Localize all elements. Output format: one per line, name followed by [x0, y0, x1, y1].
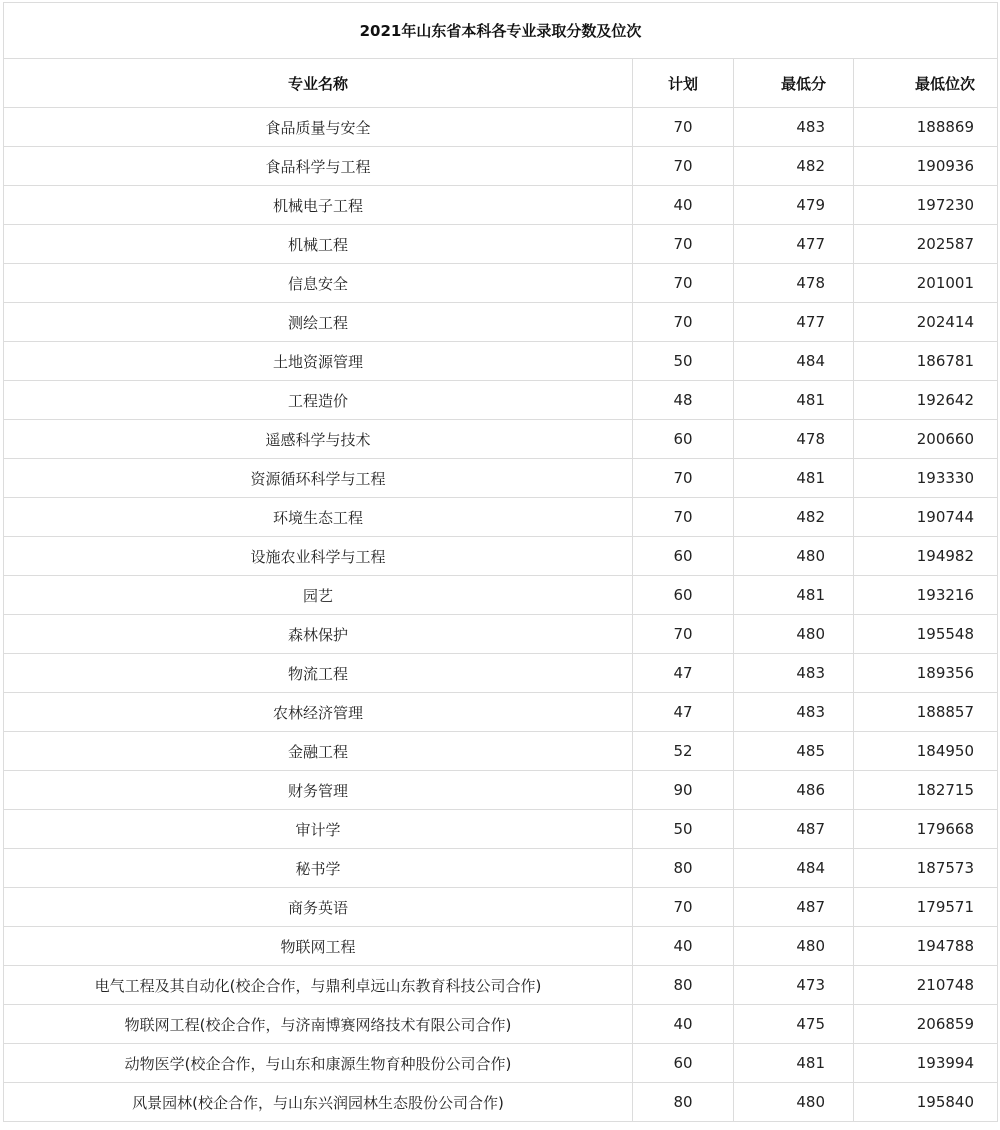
cell-min-rank: 182715: [854, 771, 998, 810]
cell-min-rank: 195548: [854, 615, 998, 654]
table-row: [4, 1083, 998, 1122]
cell-major-name: 信息安全: [4, 264, 633, 303]
cell-plan: 70: [633, 459, 734, 498]
admission-table: [3, 2, 998, 1122]
cell-min-rank: 188857: [854, 693, 998, 732]
cell-major-name: 风景园林(校企合作，与山东兴润园林生态股份公司合作): [4, 1083, 633, 1122]
cell-plan: 50: [633, 810, 734, 849]
cell-plan: 47: [633, 693, 734, 732]
cell-min-rank: 195840: [854, 1083, 998, 1122]
cell-min-score: 480: [734, 927, 854, 966]
cell-min-score: 485: [734, 732, 854, 771]
table-row: [4, 381, 998, 420]
table-row: [4, 537, 998, 576]
cell-min-rank: 200660: [854, 420, 998, 459]
cell-plan: 60: [633, 1044, 734, 1083]
cell-min-score: 480: [734, 615, 854, 654]
table-row: [4, 576, 998, 615]
cell-min-score: 481: [734, 1044, 854, 1083]
table-title: 2021年山东省本科各专业录取分数及位次: [4, 3, 998, 59]
cell-major-name: 设施农业科学与工程: [4, 537, 633, 576]
cell-plan: 60: [633, 576, 734, 615]
cell-min-score: 478: [734, 420, 854, 459]
cell-min-score: 482: [734, 147, 854, 186]
cell-plan: 70: [633, 108, 734, 147]
cell-min-rank: 179571: [854, 888, 998, 927]
table-row: [4, 849, 998, 888]
cell-major-name: 商务英语: [4, 888, 633, 927]
cell-plan: 70: [633, 225, 734, 264]
cell-major-name: 环境生态工程: [4, 498, 633, 537]
column-header-plan: 计划: [633, 59, 734, 108]
cell-plan: 60: [633, 537, 734, 576]
cell-min-rank: 210748: [854, 966, 998, 1005]
admission-table-container: [3, 2, 997, 1122]
table-row: [4, 888, 998, 927]
cell-min-score: 479: [734, 186, 854, 225]
cell-major-name: 森林保护: [4, 615, 633, 654]
cell-min-score: 484: [734, 849, 854, 888]
header-row: [4, 59, 998, 108]
cell-major-name: 土地资源管理: [4, 342, 633, 381]
table-row: [4, 225, 998, 264]
table-body: [4, 108, 998, 1122]
cell-min-score: 480: [734, 1083, 854, 1122]
cell-min-score: 477: [734, 225, 854, 264]
table-row: [4, 927, 998, 966]
cell-min-rank: 193216: [854, 576, 998, 615]
cell-min-rank: 184950: [854, 732, 998, 771]
cell-plan: 48: [633, 381, 734, 420]
cell-plan: 80: [633, 1083, 734, 1122]
column-header-min-rank: 最低位次: [854, 59, 998, 108]
cell-major-name: 工程造价: [4, 381, 633, 420]
cell-min-score: 484: [734, 342, 854, 381]
cell-min-score: 483: [734, 693, 854, 732]
cell-min-score: 483: [734, 108, 854, 147]
cell-min-rank: 197230: [854, 186, 998, 225]
table-row: [4, 966, 998, 1005]
table-row: [4, 771, 998, 810]
cell-major-name: 食品科学与工程: [4, 147, 633, 186]
table-row: [4, 264, 998, 303]
cell-min-rank: 179668: [854, 810, 998, 849]
cell-min-score: 475: [734, 1005, 854, 1044]
cell-min-rank: 206859: [854, 1005, 998, 1044]
cell-major-name: 物联网工程(校企合作，与济南博赛网络技术有限公司合作): [4, 1005, 633, 1044]
cell-min-rank: 188869: [854, 108, 998, 147]
table-row: [4, 303, 998, 342]
cell-major-name: 遥感科学与技术: [4, 420, 633, 459]
cell-min-score: 481: [734, 381, 854, 420]
table-row: [4, 459, 998, 498]
cell-plan: 60: [633, 420, 734, 459]
cell-min-score: 481: [734, 459, 854, 498]
cell-min-score: 487: [734, 810, 854, 849]
cell-major-name: 测绘工程: [4, 303, 633, 342]
cell-plan: 70: [633, 147, 734, 186]
cell-major-name: 资源循环科学与工程: [4, 459, 633, 498]
cell-min-rank: 194982: [854, 537, 998, 576]
cell-min-score: 486: [734, 771, 854, 810]
table-row: [4, 147, 998, 186]
column-header-min-score: 最低分: [734, 59, 854, 108]
cell-major-name: 物流工程: [4, 654, 633, 693]
cell-plan: 70: [633, 615, 734, 654]
table-row: [4, 420, 998, 459]
table-row: [4, 732, 998, 771]
cell-min-score: 477: [734, 303, 854, 342]
table-row: [4, 810, 998, 849]
table-row: [4, 108, 998, 147]
cell-plan: 70: [633, 303, 734, 342]
table-row: [4, 693, 998, 732]
cell-min-rank: 189356: [854, 654, 998, 693]
cell-major-name: 秘书学: [4, 849, 633, 888]
cell-min-score: 487: [734, 888, 854, 927]
cell-min-score: 473: [734, 966, 854, 1005]
cell-min-score: 481: [734, 576, 854, 615]
cell-major-name: 园艺: [4, 576, 633, 615]
cell-major-name: 动物医学(校企合作，与山东和康源生物育种股份公司合作): [4, 1044, 633, 1083]
cell-major-name: 金融工程: [4, 732, 633, 771]
cell-plan: 70: [633, 888, 734, 927]
cell-major-name: 财务管理: [4, 771, 633, 810]
table-row: [4, 654, 998, 693]
cell-plan: 50: [633, 342, 734, 381]
table-row: [4, 1005, 998, 1044]
cell-major-name: 机械电子工程: [4, 186, 633, 225]
table-row: [4, 342, 998, 381]
cell-major-name: 食品质量与安全: [4, 108, 633, 147]
cell-min-rank: 192642: [854, 381, 998, 420]
cell-plan: 80: [633, 966, 734, 1005]
cell-plan: 80: [633, 849, 734, 888]
cell-min-rank: 193330: [854, 459, 998, 498]
cell-major-name: 物联网工程: [4, 927, 633, 966]
cell-min-score: 482: [734, 498, 854, 537]
table-row: [4, 615, 998, 654]
column-header-name: 专业名称: [4, 59, 633, 108]
cell-min-score: 480: [734, 537, 854, 576]
cell-min-rank: 193994: [854, 1044, 998, 1083]
cell-min-rank: 190936: [854, 147, 998, 186]
cell-plan: 90: [633, 771, 734, 810]
cell-major-name: 机械工程: [4, 225, 633, 264]
cell-min-rank: 186781: [854, 342, 998, 381]
cell-plan: 47: [633, 654, 734, 693]
cell-major-name: 电气工程及其自动化(校企合作，与鼎利卓远山东教育科技公司合作): [4, 966, 633, 1005]
cell-min-rank: 201001: [854, 264, 998, 303]
table-row: [4, 498, 998, 537]
table-row: [4, 186, 998, 225]
table-row: [4, 1044, 998, 1083]
cell-plan: 52: [633, 732, 734, 771]
cell-major-name: 审计学: [4, 810, 633, 849]
cell-min-rank: 194788: [854, 927, 998, 966]
cell-plan: 70: [633, 264, 734, 303]
cell-plan: 40: [633, 927, 734, 966]
cell-min-rank: 190744: [854, 498, 998, 537]
cell-min-rank: 202587: [854, 225, 998, 264]
cell-min-score: 483: [734, 654, 854, 693]
cell-major-name: 农林经济管理: [4, 693, 633, 732]
cell-min-rank: 187573: [854, 849, 998, 888]
cell-plan: 40: [633, 1005, 734, 1044]
cell-plan: 70: [633, 498, 734, 537]
cell-plan: 40: [633, 186, 734, 225]
cell-min-score: 478: [734, 264, 854, 303]
cell-min-rank: 202414: [854, 303, 998, 342]
